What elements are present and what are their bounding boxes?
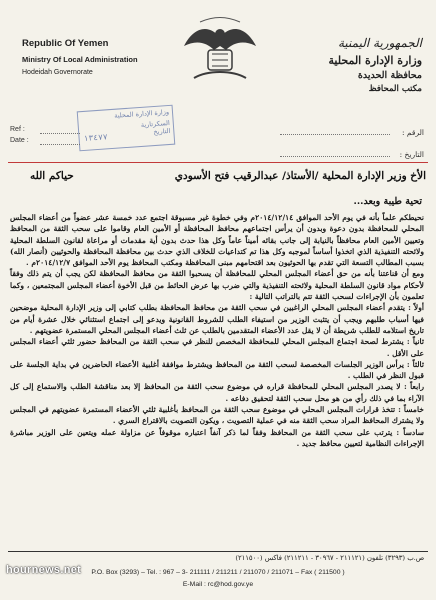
salutation xyxy=(12,170,426,188)
ar-number-label: الرقم : xyxy=(402,128,424,137)
stamp-number: ١٣٤٧٧ xyxy=(83,132,108,143)
body-paragraph: ومع أن قناعتنا بأنه من حق أعضاء المجلس المحلي للمحافظة أن يسحبوا الثقة من محافظ المحافظة لكن يجب أن يتم ذلك وفقاً لأحكام مواد قانون السلطة المحلية ولائحته التنفيذية والتي ضرب بها عرض الحائط من قبل الأخوة أعضاء المجلس المجتمعين ، وكما تعلمون بأن الإجراءات لسحب الثقة تتم بالتراتب التالية : xyxy=(10,269,424,302)
letter-body xyxy=(10,212,424,449)
header-ar-governorate: محافظة الحديدة xyxy=(357,70,422,81)
body-paragraph: أولاً : يتقدم أعضاء المجلس المحلي الراغبين في سحب الثقة من محافظ المحافظة بطلب كتابي إلى وزير الإدارة المحلية موضحين فيها أسباب طلبهم ويجب أن يتثبت الوزير من استيفاء الطلب للشروط القانونية ويدعو إلى اجتماع استثنائي خلال عشرة أيام من تاريخ استلامه للطلب شريطة أن لا يقل عدد الأعضاء المتقدمين بالطلب عن ثلث أعضاء المجلس المحلي المستمرة عضويتهم . xyxy=(10,303,424,335)
header-divider xyxy=(8,162,428,163)
footer-english: P.O. Box (3293) – Tel. : 967 – 3- 211111 / 211211 / 211070 / 211071 – Fax ( 211500 ) xyxy=(91,569,345,576)
watermark: hournews.net xyxy=(6,564,82,576)
sub-greeting: تحية طيبة وبعد... xyxy=(353,196,422,207)
footer-arabic: ص.ب (٣٢٩٣) تلفون (٢١١١٢١ - ٣٠٩٦٧ - ٢١١٢١١) فاكس (٢١١٥٠٠) xyxy=(235,554,424,562)
reference-fields-ar xyxy=(400,122,424,166)
ar-number-dotted-line xyxy=(280,134,390,135)
received-stamp xyxy=(77,105,176,152)
stamp-line-3: التاريخ xyxy=(153,126,171,137)
date-label: Date : xyxy=(10,137,29,144)
ar-date-label: التاريخ : xyxy=(399,150,424,159)
ref-dotted-line xyxy=(40,133,80,134)
body-paragraph: ثالثاً : يرأس الوزير الجلسات المخصصة لسحب الثقة من المحافظ ويشترط موافقة أغلبية الأعضاء الحاضرين في بداية الجلسة على قبول النظر في الطلب . xyxy=(10,359,424,381)
body-paragraph: سادساً : يترتب على سحب الثقة من المحافظ وفقاً لما ذكر آنفاً اعتباره موقوفاً عن مزاولة عمله ويتعين على الوزير مباشرة الإجراءات النظامية لتعيين محافظ جديد . xyxy=(10,427,424,448)
body-paragraph: ثانياً : يشترط لصحة اجتماع المجلس المحلي للمحافظة المخصص للنظر في سحب الثقة من المحافظ حضور ثلثي أعضاء المجلس على الأقل . xyxy=(10,337,424,358)
footer-divider xyxy=(8,551,428,552)
header-ar-ministry: وزارة الإدارة المحلية xyxy=(328,54,422,67)
header-arabic xyxy=(292,36,422,94)
addressee: الأخ وزير الإدارة المحلية /الأستاذ/ عبدالرقيب فتح الأسودي xyxy=(174,170,426,182)
header-en-ministry: Ministry Of Local Administration xyxy=(22,55,138,64)
header-en-governorate: Hodeidah Governorate xyxy=(22,69,93,76)
greeting: حياكم الله xyxy=(30,170,74,182)
ar-date-dotted-line xyxy=(280,156,390,157)
yemen-eagle-emblem xyxy=(174,16,266,86)
reference-fields-en xyxy=(10,124,29,146)
header-english xyxy=(22,38,172,76)
stamp-line-2: السكرتارية xyxy=(140,118,171,129)
body-paragraph: نحيطكم علماً بأنه في يوم الأحد الموافق ٢٠١٤/١٢/١٤م وفي خطوة غير مسبوقة اجتمع عدد خمسة عشر عضواً من أعضاء المجلس المحلي للمحافظة بدون دعوة وبدون أن يرأس اجتماعهم محافظ المحافظة أو الأمين العام وقاموا على سحب الثقة من المحافظ وتعيين الأمين العام محافظاً بالنيابة إلى جانب بقائه أميناً عاماً وكل هذا حدث بدون أية مقدمات أو مراعاة لقانون السلطة المحلية ولائحته التنفيذية الذي اتخذوا أساساً لموجبه وكل هذا تم كتداعيات للخلاف الذي حدث بين محافظة المحافظة والحوثيين (أنصار الله) بسبب المطالب التسعة التي تقدم بها الحوثيون بعد اقتحامهم مبنى المحافظة ومكتب المحافظ يوم الأحد الموافق ٢٠١٤/١٢/٧م . xyxy=(10,213,424,268)
stamp-line-1: وزارة الإدارة المحلية xyxy=(113,107,170,120)
body-paragraph: خامساً : تتخذ قرارات المجلس المحلي في موضوع سحب الثقة من المحافظ بأغلبية ثلثي الأعضاء المستمرة عضويتهم في المجلس ولا يشترك المحافظ المراد سحب الثقة منه في عملية التصويت ، ويكون التصويت بالاقتراع السري . xyxy=(10,405,424,426)
date-dotted-line xyxy=(40,144,80,145)
header-ar-country: الجمهورية اليمنية xyxy=(337,36,422,50)
body-paragraph: رابعاً : لا يصدر المجلس المحلي للمحافظة قراره في موضوع سحب الثقة من المحافظ إلا بعد مناقشة الطلب والاستماع إلى كل الآراء بما في ذلك رأي من هو محل سحب الثقة لتحقيق دفاعه . xyxy=(10,382,424,403)
header-en-country: Republic Of Yemen xyxy=(22,38,109,49)
ref-label: Ref : xyxy=(10,126,25,133)
footer-email: E-Mail : rc@hod.gov.ye xyxy=(182,581,254,588)
header-ar-office: مكتب المحافظ xyxy=(368,84,422,94)
